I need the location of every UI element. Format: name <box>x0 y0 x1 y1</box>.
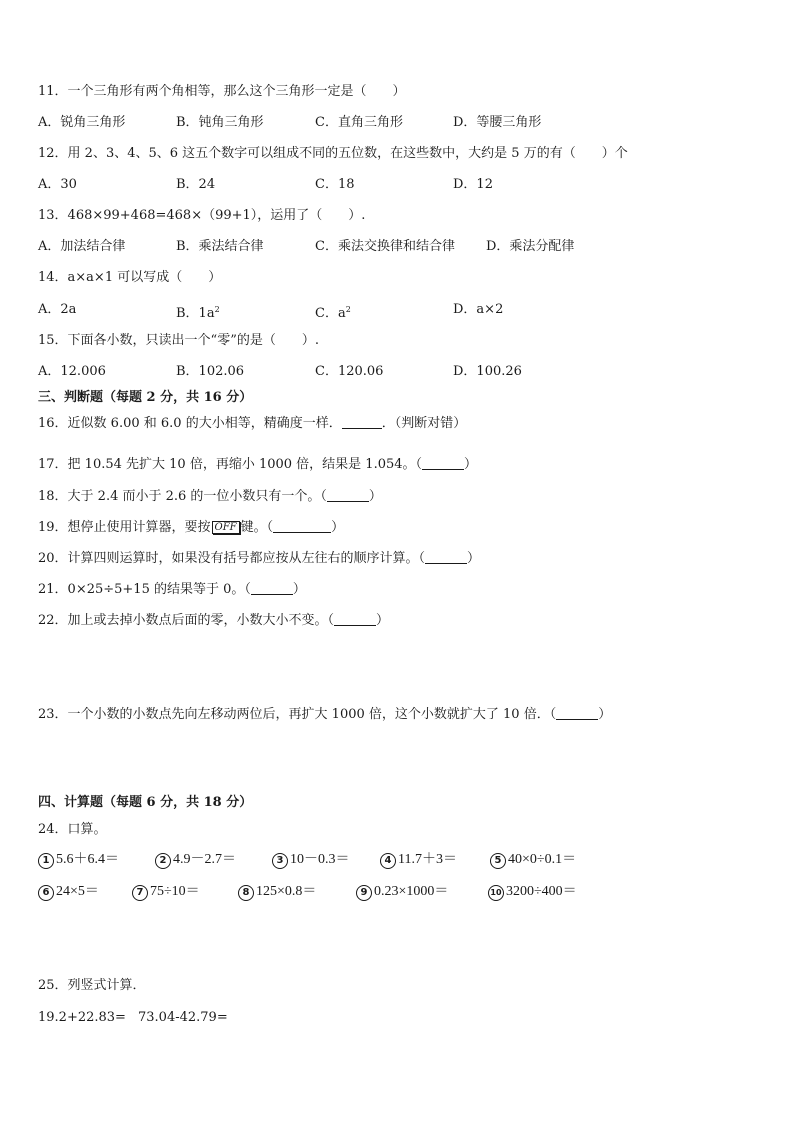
question-11-stem: 11．一个三角形有两个角相等，那么这个三角形一定是（ ） <box>38 84 406 99</box>
answer-blank[interactable] <box>342 416 382 429</box>
q15-option-a: A．12.006 <box>38 364 106 379</box>
q14-option-a: A．2a <box>38 302 77 317</box>
question-19: 19．想停止使用计算器，要按 OFF 键。（ ） <box>38 520 345 535</box>
circled-number-icon: 4 <box>380 853 396 869</box>
q13-option-b: B．乘法结合律 <box>176 239 264 254</box>
circled-number-icon: 5 <box>490 853 506 869</box>
oral-calc-item-6: 6 24×5＝ <box>38 884 99 901</box>
circled-number-icon: 3 <box>272 853 288 869</box>
circled-number-icon: 9 <box>356 885 372 901</box>
section-3-heading: 三、判断题（每题 2 分，共 16 分） <box>38 390 253 405</box>
circled-number-icon: 7 <box>132 885 148 901</box>
question-24-stem: 24．口算。 <box>38 822 107 837</box>
oral-calc-item-2: 2 4.9－2.7＝ <box>155 852 236 869</box>
question-21: 21．0×25÷5+15 的结果等于 0。（ ） <box>38 582 306 597</box>
oral-calc-item-4: 4 11.7＋3＝ <box>380 852 457 869</box>
q14-option-b: B．$1a^2$ <box>176 305 220 321</box>
q13-option-a: A．加法结合律 <box>38 239 126 254</box>
question-20: 20．计算四则运算时，如果没有括号都应按从左往右的顺序计算。（ ） <box>38 551 481 566</box>
q12-option-d: D．12 <box>453 177 493 192</box>
section-4-heading: 四、计算题（每题 6 分，共 18 分） <box>38 795 253 810</box>
answer-blank[interactable] <box>251 582 293 595</box>
q12-option-b: B．24 <box>176 177 216 192</box>
question-18: 18．大于 2.4 而小于 2.6 的一位小数只有一个。（ ） <box>38 489 382 504</box>
circled-number-icon: 8 <box>238 885 254 901</box>
question-23: 23．一个小数的小数点先向左移动两位后，再扩大 1000 倍，这个小数就扩大了 10 倍．（ ） <box>38 707 612 722</box>
answer-blank[interactable] <box>425 551 467 564</box>
circled-number-icon: 2 <box>155 853 171 869</box>
answer-blank[interactable] <box>556 707 598 720</box>
q15-option-d: D．100.26 <box>453 364 522 379</box>
circled-number-icon: 1 <box>38 853 54 869</box>
vertical-calc-2: 73.04-42.79= <box>138 1010 228 1025</box>
q13-option-d: D．乘法分配律 <box>486 239 575 254</box>
oral-calc-item-8: 8 125×0.8＝ <box>238 884 316 901</box>
q11-option-d: D．等腰三角形 <box>453 115 542 130</box>
oral-calc-item-9: 9 0.23×1000＝ <box>356 884 448 901</box>
q15-option-c: C．120.06 <box>315 364 384 379</box>
answer-blank[interactable] <box>273 520 331 533</box>
oral-calc-item-5: 5 40×0÷0.1＝ <box>490 852 576 869</box>
question-15-stem: 15．下面各小数，只读出一个“零”的是（ ）. <box>38 333 319 348</box>
q13-option-c: C．乘法交换律和结合律 <box>315 239 455 254</box>
oral-calc-item-1: 1 5.6＋6.4＝ <box>38 852 119 869</box>
question-16: 16．近似数 6.00 和 6.0 的大小相等，精确度一样． ．（判断对错） <box>38 416 467 431</box>
vertical-calc-1: 19.2+22.83= <box>38 1010 126 1025</box>
oral-calc-item-3: 3 10－0.3＝ <box>272 852 350 869</box>
question-25-stem: 25．列竖式计算． <box>38 978 146 993</box>
question-13-stem: 13．468×99+468=468×（99+1），运用了（ ）. <box>38 208 366 223</box>
answer-blank[interactable] <box>334 613 376 626</box>
q12-option-a: A．30 <box>38 177 77 192</box>
answer-blank[interactable] <box>327 489 369 502</box>
q11-option-a: A．锐角三角形 <box>38 115 126 130</box>
off-key-icon: OFF <box>212 521 240 534</box>
q14-option-d: D．a×2 <box>453 302 504 317</box>
circled-number-icon: 10 <box>488 885 504 901</box>
question-17: 17．把 10.54 先扩大 10 倍，再缩小 1000 倍，结果是 1.054。（ ） <box>38 457 478 472</box>
q14-option-c: C．$a^2$ <box>315 305 351 321</box>
question-12-stem: 12．用 2、3、4、5、6 这五个数字可以组成不同的五位数，在这些数中，大约是 5 万的有（ ）个 <box>38 146 628 161</box>
question-22: 22．加上或去掉小数点后面的零，小数大小不变。（ ） <box>38 613 390 628</box>
oral-calc-item-10: 10 3200÷400＝ <box>488 884 577 901</box>
circled-number-icon: 6 <box>38 885 54 901</box>
q15-option-b: B．102.06 <box>176 364 245 379</box>
answer-blank[interactable] <box>422 457 464 470</box>
q12-option-c: C．18 <box>315 177 355 192</box>
oral-calc-item-7: 7 75÷10＝ <box>132 884 200 901</box>
q11-option-c: C．直角三角形 <box>315 115 403 130</box>
question-14-stem: 14．a×a×1 可以写成（ ） <box>38 270 222 285</box>
q11-option-b: B．钝角三角形 <box>176 115 264 130</box>
